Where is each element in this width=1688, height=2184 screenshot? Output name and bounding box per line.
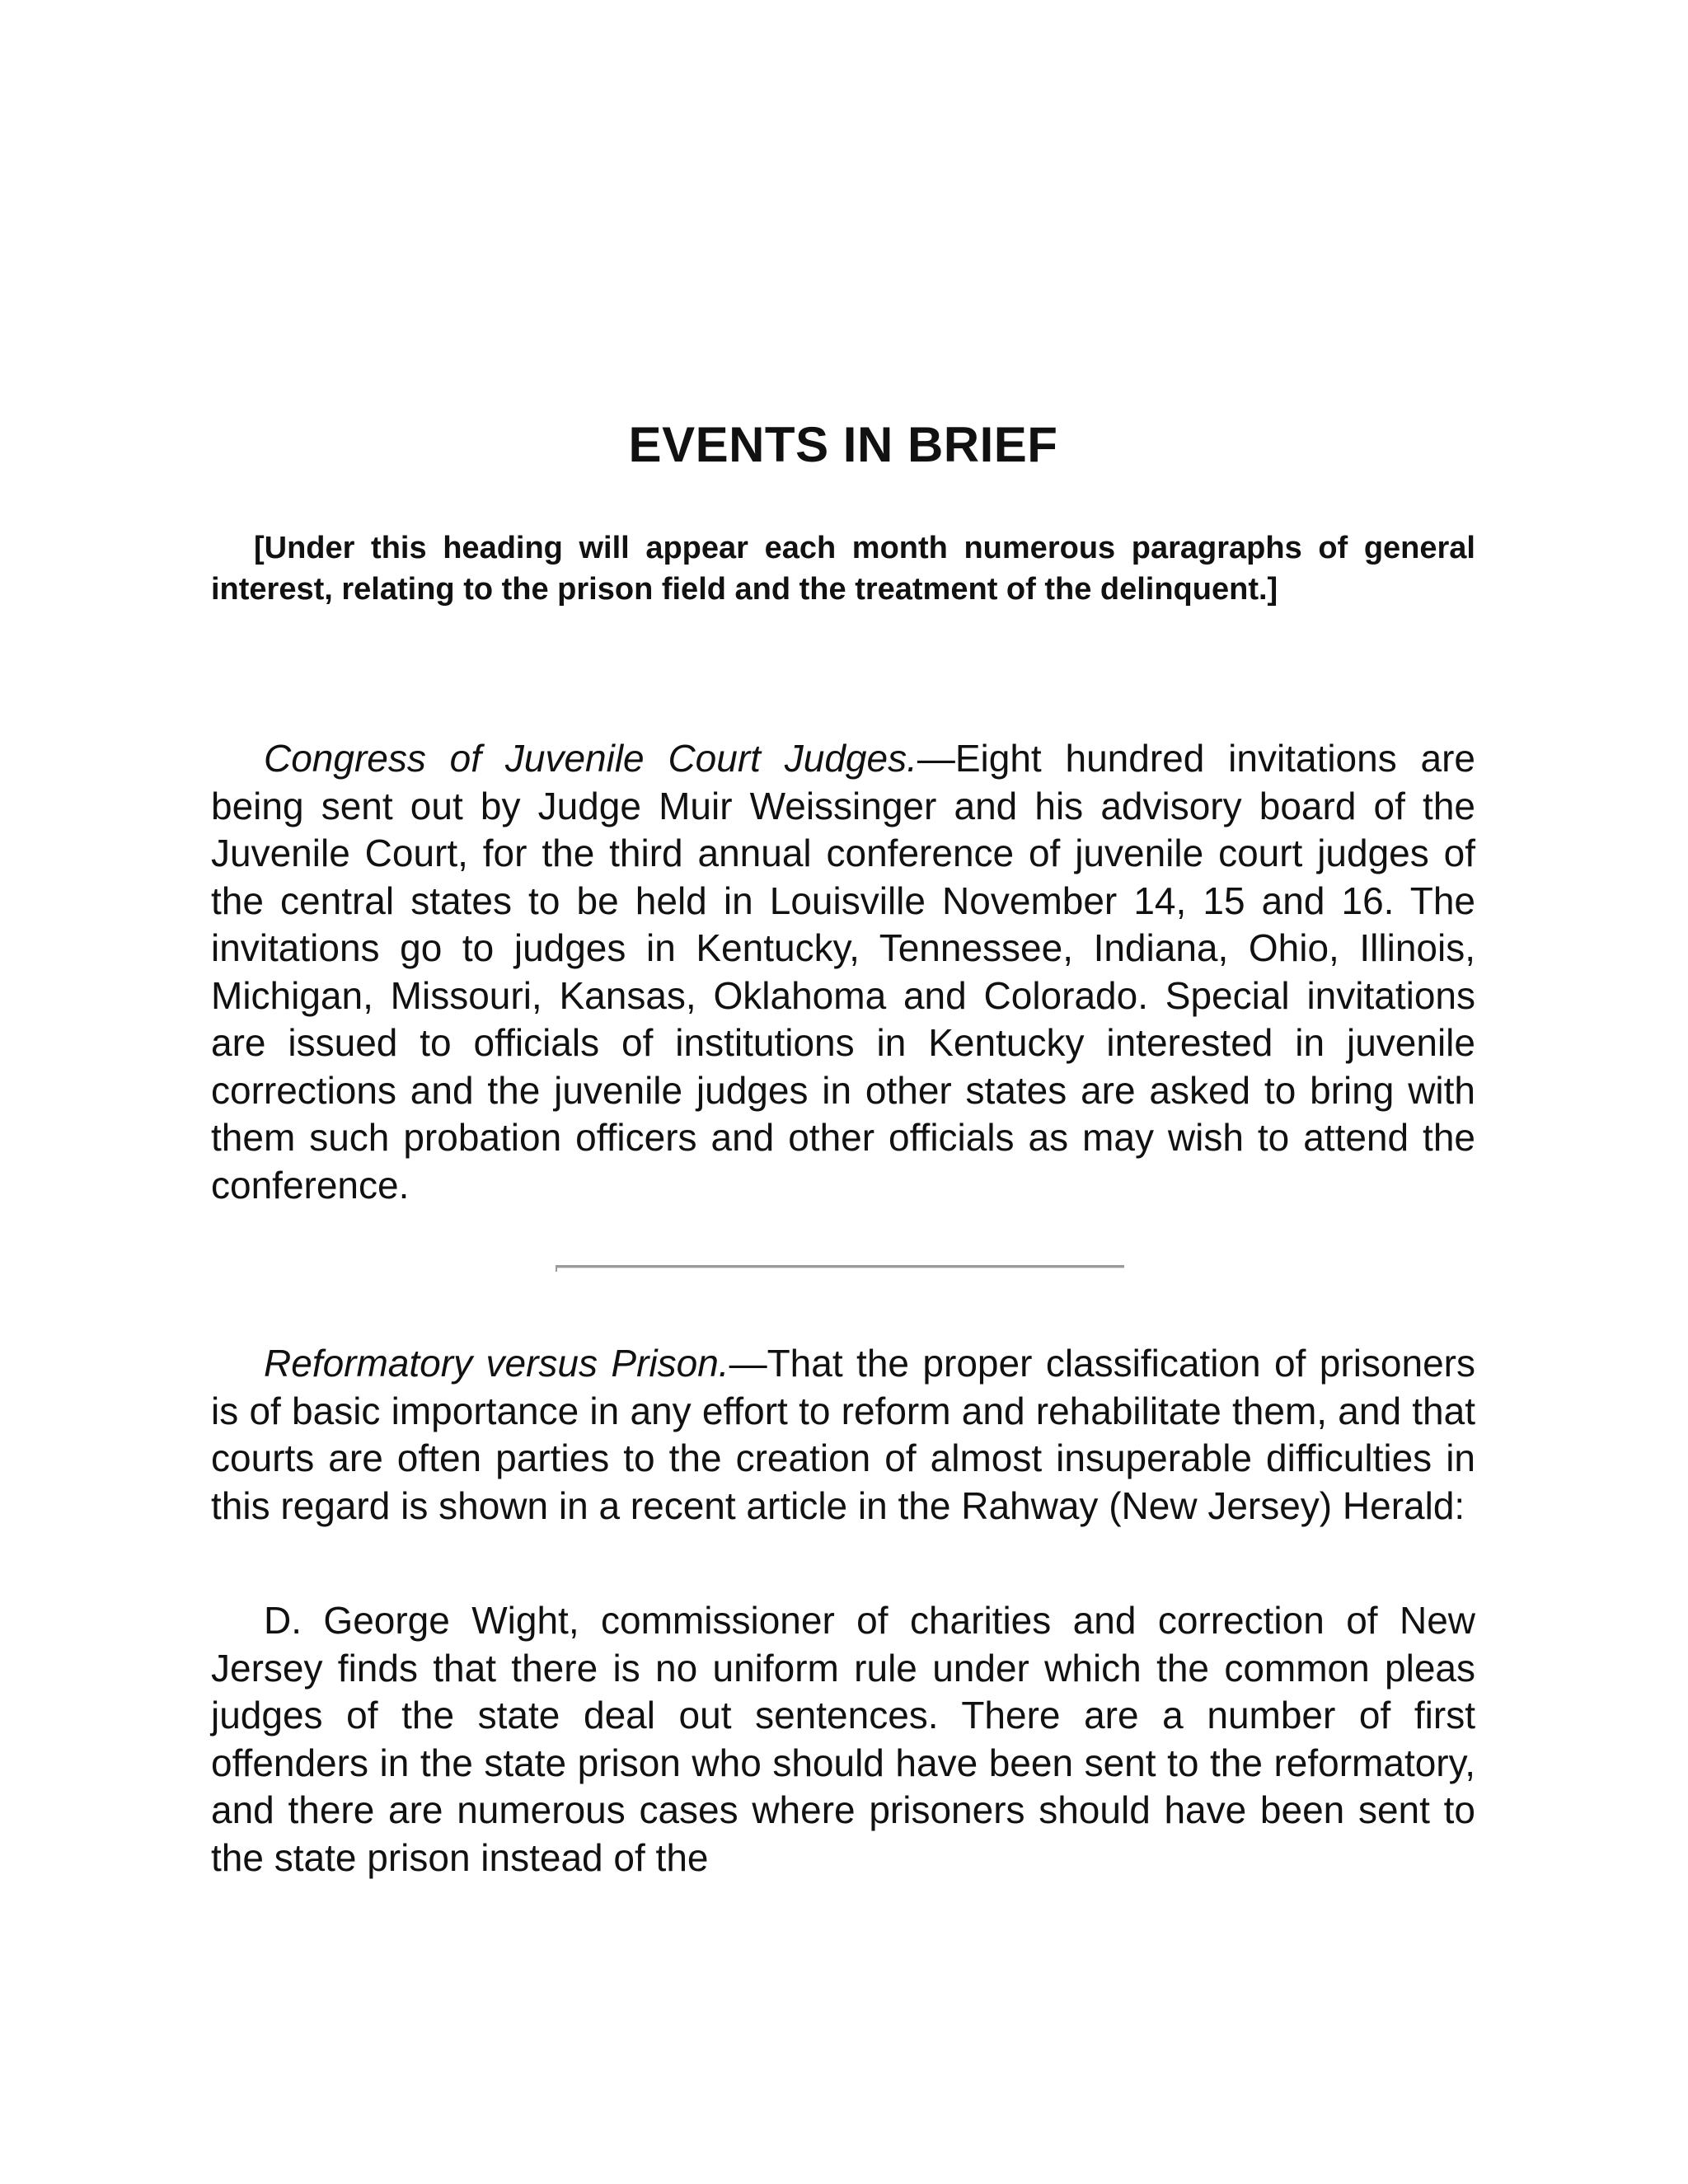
paragraph-reformatory-versus-prison (211, 1340, 1475, 1530)
section-divider (556, 1265, 1124, 1268)
paragraph-lead-italic: Congress of Juvenile Court Judges. (264, 737, 917, 780)
paragraph-lead-italic: Reformatory versus Prison. (264, 1342, 729, 1385)
paragraph-text: —Eight hundred invitations are being sent out by Judge Muir Weissinger and his advisory board of the Juvenile Court, for the third annual conference of juvenile court judges of the central states to be held in Louisville November 14, 15 and 16. The invitations go to judges in Kentucky, Tennessee, Indiana, Ohio, Illinois, Michigan, Missouri, Kansas, Oklahoma and Colorado. Special invitations are issued to officials of institutions in Kentucky interested in juvenile corrections and the juvenile judges in other states are asked to bring with them such probation officers and other officials as may wish to attend the conference. (211, 737, 1475, 1207)
page-title: EVENTS IN BRIEF (628, 417, 1058, 472)
paragraph-juvenile-court-congress (211, 735, 1475, 1209)
paragraph-text: —That the proper classification of prisoners is of basic importance in any effort to reform and rehabilitate them, and that courts are often parties to the creation of almost insuperable difficulties in this regard is shown in a recent article in the Rahway (New Jersey) Herald: (211, 1342, 1475, 1527)
editorial-note: [Under this heading will appear each month numerous paragraphs of general interest, relating to the prison field and the treatment of the delinquent.] (211, 531, 1475, 607)
quoted-paragraph: D. George Wight, commissioner of charities and correction of New Jersey finds that there is no uniform rule under which the common pleas judges of the state deal out sentences. There are a number of first offenders in the state prison who should have been sent to the reformatory, and there are numerous cases where prisoners should have been sent to the state prison instead of the (211, 1599, 1475, 1879)
